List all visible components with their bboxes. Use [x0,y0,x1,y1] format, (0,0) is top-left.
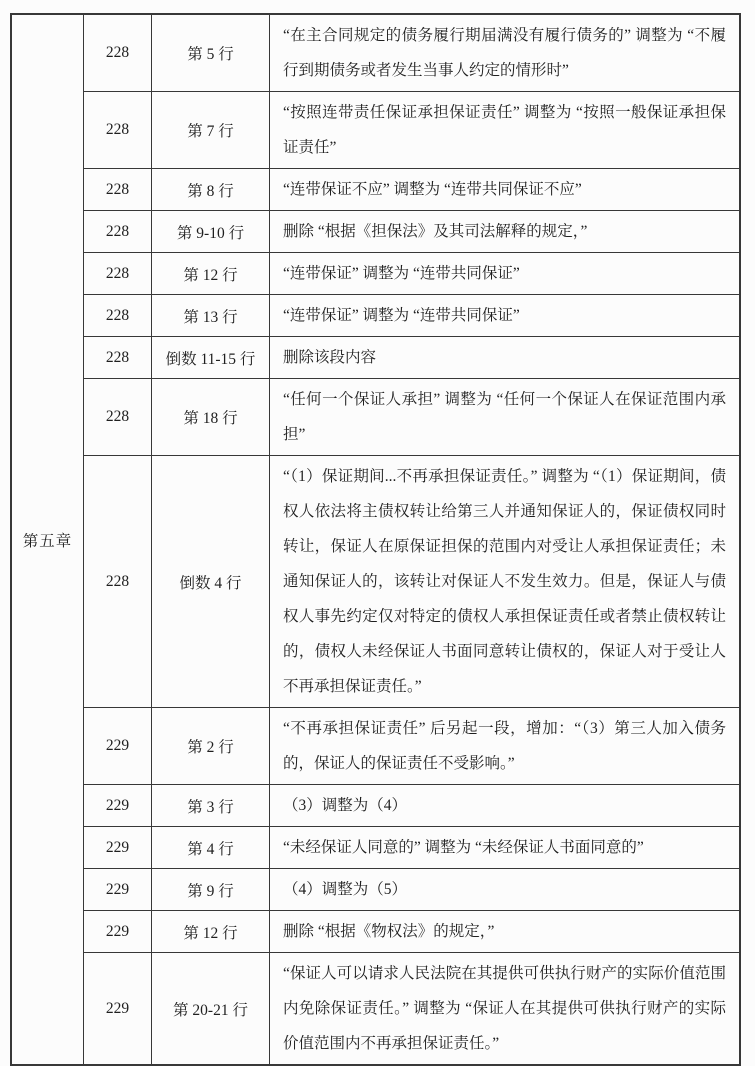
change-cell: （3）调整为（4） [270,784,739,826]
line-cell: 第 20-21 行 [152,952,270,1064]
line-cell: 第 12 行 [152,252,270,294]
line-cell: 第 12 行 [152,910,270,952]
line-cell: 第 3 行 [152,784,270,826]
page-cell: 228 [84,210,152,252]
change-cell: “在主合同规定的债务履行期届满没有履行债务的” 调整为 “不履行到期债务或者发生当事人约定的情形时” [283,27,726,79]
line-cell: 第 5 行 [152,15,270,91]
page-cell: 229 [84,952,152,1064]
line-cell: 第 8 行 [152,168,270,210]
line-cell: 倒数 4 行 [152,455,270,707]
line-cell: 第 9-10 行 [152,210,270,252]
page-cell: 229 [84,868,152,910]
change-cell: “任何一个保证人承担” 调整为 “任何一个保证人在保证范围内承担” [270,378,739,455]
page-cell: 228 [84,336,152,378]
page-cell: 228 [84,15,152,91]
revision-table [10,13,741,1066]
line-cell: 第 18 行 [152,378,270,455]
page-cell: 228 [84,378,152,455]
change-cell: “连带保证” 调整为 “连带共同保证” [270,252,739,294]
change-cell: 删除 “根据《担保法》及其司法解释的规定，” [270,210,739,252]
change-cell: “连带保证” 调整为 “连带共同保证” [270,294,739,336]
page-cell: 229 [84,707,152,784]
change-cell: “连带保证不应” 调整为 “连带共同保证不应” [270,168,739,210]
page-cell: 229 [84,910,152,952]
chapter-cell: 第五章 [12,15,84,1064]
page-cell: 228 [84,455,152,707]
change-cell: 删除该段内容 [270,336,739,378]
change-cell: 删除 “根据《物权法》的规定，” [270,910,739,952]
line-cell: 第 7 行 [152,91,270,168]
page-cell: 229 [84,784,152,826]
page-cell: 229 [84,826,152,868]
line-cell: 第 9 行 [152,868,270,910]
change-cell: “保证人可以请求人民法院在其提供可供执行财产的实际价值范围内免除保证责任。” 调整为 “保证人在其提供可供执行财产的实际价值范围内不再承担保证责任。” [270,952,739,1064]
page-cell: 228 [84,294,152,336]
line-cell: 第 4 行 [152,826,270,868]
change-cell: “（1）保证期间...不再承担保证责任。” 调整为 “（1）保证期间，债权人依法将主债权转让给第三人并通知保证人的，保证债权同时转让，保证人在原保证担保的范围内对受让人承担保证责任；未通知保证人的，该转让对保证人不发生效力。但是，保证人与债权人事先约定仅对特定的债权人承担保证责任或者禁止债权转让的，债权人未经保证人书面同意转让债权的，保证人对于受让人不再承担保证责任。” [270,455,739,707]
line-cell: 第 2 行 [152,707,270,784]
change-cell: “不再承担保证责任” 后另起一段，增加：“（3）第三人加入债务的，保证人的保证责任不受影响。” [270,707,739,784]
line-cell: 第 13 行 [152,294,270,336]
line-cell: 倒数 11-15 行 [152,336,270,378]
page-cell: 228 [84,91,152,168]
page-cell: 228 [84,168,152,210]
page-cell: 228 [84,252,152,294]
change-cell: “按照连带责任保证承担保证责任” 调整为 “按照一般保证承担保证责任” [270,91,739,168]
change-cell: （4）调整为（5） [270,868,739,910]
change-cell: “未经保证人同意的” 调整为 “未经保证人书面同意的” [270,826,739,868]
